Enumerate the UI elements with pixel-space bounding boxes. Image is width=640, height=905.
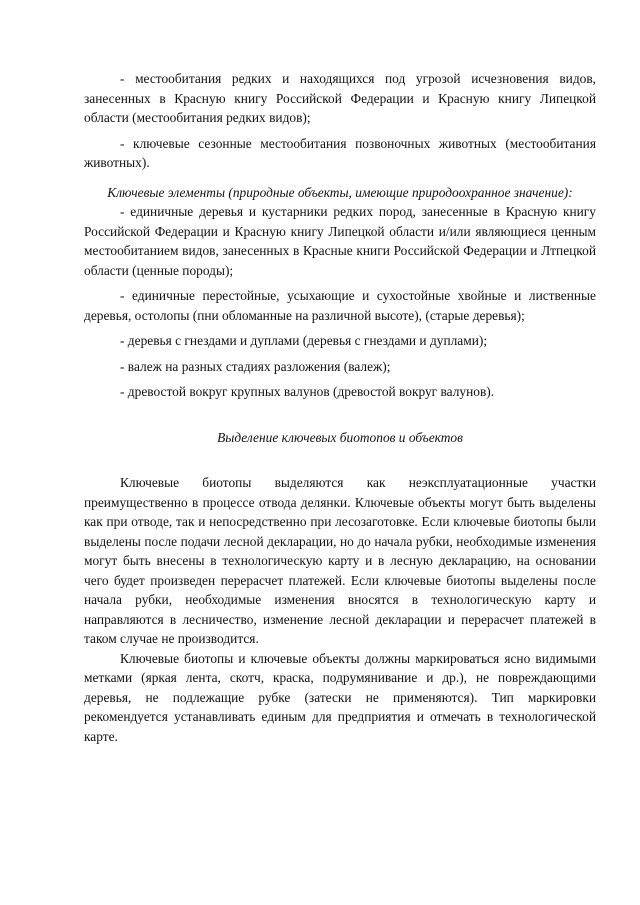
list-item-deadwood: - валеж на разных стадиях разложения (валеж);	[120, 358, 391, 374]
document-page	[84, 69, 596, 746]
paragraph-marking: Ключевые биотопы и ключевые объекты должны маркироваться ясно видимыми метками (яркая лента, скотч, краска, подрумянивание и др.), не повреждающими деревья, не подлежащие рубке (затески не применяются). Тип маркировки рекомендуется устанавливать единым для предприятия и отмечать в технологической карте.	[84, 650, 596, 744]
list-item-nest-trees: - деревья с гнездами и дуплами (деревья с гнездами и дуплами);	[120, 333, 488, 348]
heading-selection: Выделение ключевых биотопов и объектов	[217, 429, 463, 445]
list-item-rare-habitats: - местообитания редких и находящихся под угрозой исчезновения видов, занесенных в Красную книгу Российской Федерации и Красную книгу Липецкой области (местообитания редких видов);	[84, 71, 596, 125]
list-item-old-trees: - единичные перестойные, усыхающие и сухостойные хвойные и лиственные деревья, остолопы (пни обломанные на различной высоте), (старые деревья);	[84, 288, 596, 323]
heading-key-elements: Ключевые элементы (природные объекты, имеющие природоохранное значение):	[107, 184, 573, 200]
paragraph-selection: Ключевые биотопы выделяются как неэксплуатационные участки преимущественно в процессе отвода делянки. Ключевые объекты могут быть выделены как при отводе, так и непосредственно при лесозаготовке. Если ключевые биотопы были выделены после подачи лесной декларации, но до начала рубки, необходимые изменения могут быть внесены в технологическую карту и в лесную декларацию, на основании чего будет произведен перерасчет платежей. Если ключевые биотопы выделены после начала рубки, необходимые изменения вносятся в технологическую карту и направляются в лесничество, изменение лесной декларации и перерасчет платежей в таком случае не производится.	[84, 475, 596, 646]
list-item-boulders: - древостой вокруг крупных валунов (древостой вокруг валунов).	[120, 384, 495, 399]
list-item-valuable-species: - единичные деревья и кустарники редких пород, занесенные в Красную книгу Российской Федерации и Красную книгу Липецкой области и/или являющиеся ценным местообитанием видов, занесенных в Красные книги Российской Федерации и Лтпецкой области (ценные породы);	[84, 204, 596, 278]
list-item-animal-habitats: - ключевые сезонные местообитания позвоночных животных (местообитания животных).	[84, 135, 596, 170]
